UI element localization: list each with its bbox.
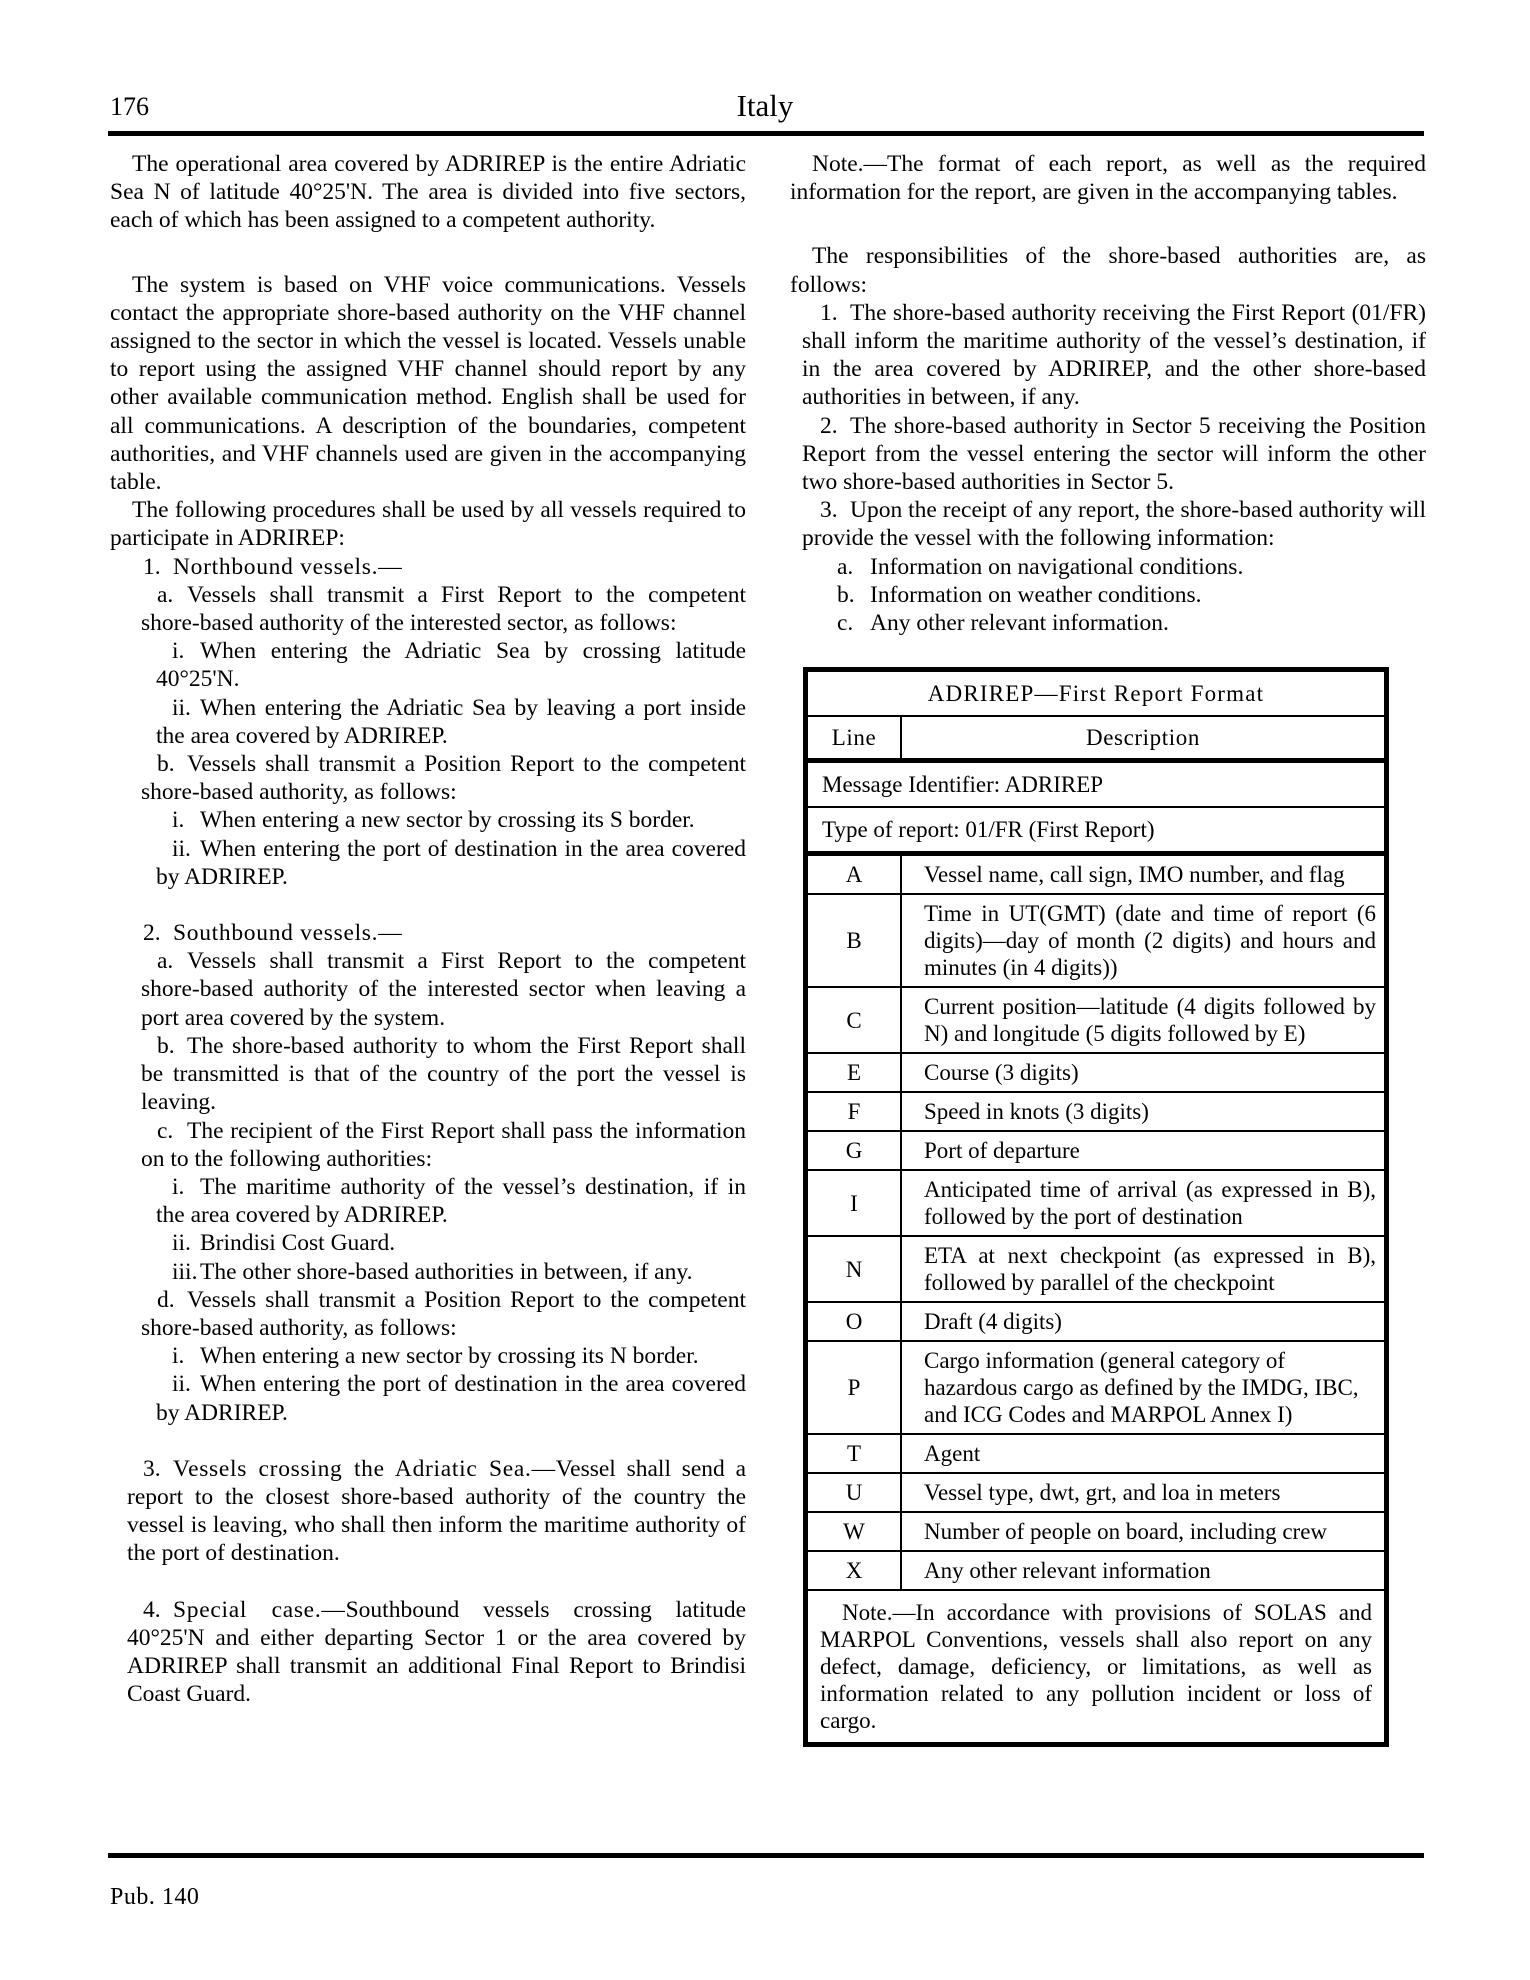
item-lead: Northbound vessels.—	[173, 553, 403, 580]
list-item	[110, 1370, 746, 1426]
item-text: Vessels shall transmit a Position Report to the competent shore-based authority, as follows:	[141, 751, 746, 806]
table-meta-row	[806, 761, 1387, 808]
list-marker: i.	[172, 638, 185, 665]
line-cell: N	[806, 1236, 902, 1302]
page-body	[110, 150, 1426, 1747]
line-cell: T	[806, 1434, 902, 1473]
list-marker: ii.	[172, 1371, 191, 1398]
list-item-special-case	[110, 1596, 746, 1709]
column-header-description: Description	[901, 716, 1387, 761]
list-item	[110, 1258, 746, 1286]
description-cell: Current position—latitude (4 digits followed by N) and longitude (5 digits followed by E)	[901, 987, 1387, 1053]
line-cell: I	[806, 1170, 902, 1236]
line-cell: A	[806, 854, 902, 895]
table-row	[806, 1341, 1387, 1434]
description-cell: Any other relevant information	[901, 1551, 1387, 1590]
footer-rule	[108, 1853, 1424, 1858]
line-cell: E	[806, 1053, 902, 1092]
table-row	[806, 1473, 1387, 1512]
table-row	[806, 854, 1387, 895]
item-lead: Special case.—	[173, 1596, 346, 1623]
description-cell: Cargo information (general category of hazardous cargo as defined by the IMDG, IBC, and ICG Codes and MARPOL Annex I)	[901, 1341, 1387, 1434]
table-title: ADRIREP—First Report Format	[806, 670, 1387, 717]
item-text: The shore-based authority in Sector 5 receiving the Position Report from the vessel entering the sector will inform the other two shore-based authorities in Sector 5.	[802, 412, 1426, 496]
table-row	[806, 1434, 1387, 1473]
list-item	[790, 553, 1426, 581]
list-marker: 2.	[820, 412, 838, 439]
item-text: Upon the receipt of any report, the shore-based authority will provide the vessel with the following information:	[802, 497, 1426, 552]
table-title-row	[806, 670, 1387, 717]
table-note: Note.—In accordance with provisions of SOLAS and MARPOL Conventions, vessels shall also report on any defect, damage, deficiency, or limitations, as well as information related to any pollution incident or loss of cargo.	[806, 1590, 1387, 1745]
list-marker: 1.	[820, 299, 838, 326]
list-item	[110, 1032, 746, 1117]
list-item-northbound	[110, 553, 746, 581]
list-item	[110, 835, 746, 891]
item-text: Southbound vessels crossing latitude 40°25'N and either departing Sector 1 or the area covered by ADRIREP shall transmit an additional Final Report to Brindisi Coast Guard.	[127, 1596, 746, 1708]
list-marker: c.	[157, 1117, 174, 1144]
note-paragraph: Note.—The format of each report, as well as the required information for the report, are given in the accompanying tables.	[790, 151, 1426, 206]
list-item-crossing	[110, 1455, 746, 1568]
line-cell: G	[806, 1131, 902, 1170]
list-item	[110, 637, 746, 693]
description-cell: Port of departure	[901, 1131, 1387, 1170]
line-cell: C	[806, 987, 902, 1053]
item-text: Vessels shall transmit a First Report to the competent shore-based authority of the interested sector when leaving a port area covered by the system.	[141, 948, 746, 1031]
table-row	[806, 1551, 1387, 1590]
list-marker: b.	[157, 751, 175, 778]
list-item	[790, 412, 1426, 497]
table-row	[806, 1092, 1387, 1131]
list-marker: i.	[172, 807, 185, 834]
report-type: Type of report: 01/FR (First Report)	[806, 807, 1387, 854]
item-lead: Vessels crossing the Adriatic Sea.—	[173, 1455, 556, 1482]
item-text: Vessels shall transmit a First Report to the competent shore-based authority of the interested sector, as follows:	[141, 581, 746, 637]
item-text: Information on navigational conditions.	[870, 553, 1244, 580]
column-header-line: Line	[806, 716, 902, 761]
item-text: The recipient of the First Report shall pass the information on to the following authorities:	[141, 1117, 746, 1172]
page-title: Italy	[736, 88, 794, 123]
list-item	[110, 947, 746, 1032]
message-identifier: Message Identifier: ADRIREP	[806, 761, 1387, 808]
item-text: When entering the port of destination in the area covered by ADRIREP.	[156, 1371, 746, 1426]
list-marker: i.	[172, 1173, 185, 1200]
list-marker: i.	[172, 1343, 185, 1370]
page-number: 176	[110, 92, 149, 121]
list-marker: c.	[837, 610, 854, 637]
left-column	[110, 150, 746, 1747]
list-marker: ii.	[172, 835, 191, 862]
line-cell: F	[806, 1092, 902, 1131]
list-item	[110, 1117, 746, 1173]
table-row	[806, 1512, 1387, 1551]
item-text: The other shore-based authorities in between, if any.	[200, 1258, 693, 1285]
first-report-format-table	[803, 667, 1389, 1747]
description-cell: Agent	[901, 1434, 1387, 1473]
line-cell: W	[806, 1512, 902, 1551]
list-marker: b.	[837, 581, 855, 608]
line-cell: P	[806, 1341, 902, 1434]
line-cell: B	[806, 894, 902, 987]
paragraph: The operational area covered by ADRIREP is the entire Adriatic Sea N of latitude 40°25'N. The area is divided into five sectors, each of which has been assigned to a competent authority.	[110, 151, 746, 234]
table-row	[806, 1302, 1387, 1341]
list-item	[790, 496, 1426, 552]
paragraph: The following procedures shall be used by all vessels required to participate in ADRIREP:	[110, 497, 746, 552]
list-marker: a.	[837, 553, 854, 580]
description-cell: Vessel type, dwt, grt, and loa in meters	[901, 1473, 1387, 1512]
description-cell: Draft (4 digits)	[901, 1302, 1387, 1341]
table-row	[806, 1170, 1387, 1236]
item-text: Any other relevant information.	[870, 610, 1169, 637]
list-marker: d.	[157, 1286, 175, 1313]
list-marker: b.	[157, 1032, 175, 1059]
list-marker: 1.	[143, 553, 161, 580]
list-item	[790, 299, 1426, 412]
list-marker: 2.	[143, 920, 161, 947]
item-text: When entering a new sector by crossing its N border.	[200, 1343, 699, 1370]
description-cell: Course (3 digits)	[901, 1053, 1387, 1092]
list-item	[110, 1229, 746, 1257]
list-marker: 3.	[143, 1455, 161, 1482]
item-text: When entering the port of destination in the area covered by ADRIREP.	[156, 835, 746, 890]
table-row	[806, 894, 1387, 987]
list-item	[110, 694, 746, 750]
item-text: The shore-based authority to whom the First Report shall be transmitted is that of the country of the port the vessel is leaving.	[141, 1032, 746, 1116]
item-text: Vessels shall transmit a Position Report to the competent shore-based authority, as follows:	[141, 1286, 746, 1341]
table-row	[806, 1053, 1387, 1092]
line-cell: X	[806, 1551, 902, 1590]
list-item	[110, 1286, 746, 1342]
paragraph: The responsibilities of the shore-based authorities are, as follows:	[790, 243, 1426, 298]
description-cell: Speed in knots (3 digits)	[901, 1092, 1387, 1131]
list-item	[110, 1173, 746, 1229]
item-text: When entering a new sector by crossing its S border.	[200, 807, 695, 834]
item-text: The shore-based authority receiving the First Report (01/FR) shall inform the maritime authority of the vessel’s destination, if in the area covered by ADRIREP, and the other shore-based authorities in between, if any.	[802, 299, 1426, 411]
table-note-row	[806, 1590, 1387, 1745]
list-item	[790, 609, 1426, 637]
header-rule	[108, 131, 1424, 136]
item-text: When entering the Adriatic Sea by leaving a port inside the area covered by ADRIREP.	[156, 694, 746, 749]
list-item-southbound	[110, 919, 746, 947]
list-marker: a.	[157, 948, 174, 975]
table-header-row	[806, 716, 1387, 761]
list-item	[790, 581, 1426, 609]
item-text: Brindisi Cost Guard.	[200, 1230, 396, 1257]
description-cell: Vessel name, call sign, IMO number, and flag	[901, 854, 1387, 895]
description-cell: Anticipated time of arrival (as expressed in B), followed by the port of destination	[901, 1170, 1387, 1236]
list-marker: ii.	[172, 1230, 191, 1257]
list-item	[110, 750, 746, 806]
list-marker: 4.	[143, 1596, 161, 1623]
table-row	[806, 1236, 1387, 1302]
item-text: Vessel shall send a report to the closest shore-based authority of the country the vessel is leaving, who shall then inform the maritime authority of the port of destination.	[127, 1455, 747, 1567]
right-column	[790, 150, 1426, 1747]
item-text: Information on weather conditions.	[870, 581, 1202, 608]
table-row	[806, 987, 1387, 1053]
paragraph: The system is based on VHF voice communications. Vessels contact the appropriate shore-based authority on the VHF channel assigned to the sector in which the vessel is located. Vessels unable to report using the assigned VHF channel should report by any other available communication method. English shall be used for all communications. A description of the boundaries, competent authorities, and VHF channels used are given in the accompanying table.	[110, 271, 746, 496]
line-cell: U	[806, 1473, 902, 1512]
description-cell: Number of people on board, including crew	[901, 1512, 1387, 1551]
publication-number: Pub. 140	[110, 1884, 200, 1910]
list-item	[110, 806, 746, 834]
list-marker: a.	[157, 581, 174, 608]
item-text: When entering the Adriatic Sea by crossing latitude 40°25'N.	[156, 638, 746, 693]
table-meta-row	[806, 807, 1387, 854]
list-marker: iii.	[172, 1258, 198, 1285]
item-text: The maritime authority of the vessel’s destination, if in the area covered by ADRIREP.	[156, 1173, 746, 1229]
table-row	[806, 1131, 1387, 1170]
line-cell: O	[806, 1302, 902, 1341]
item-lead: Southbound vessels.—	[173, 920, 403, 947]
list-item	[110, 581, 746, 637]
list-marker: 3.	[820, 497, 838, 524]
description-cell: Time in UT(GMT) (date and time of report (6 digits)—day of month (2 digits) and hours and minutes (in 4 digits))	[901, 894, 1387, 987]
description-cell: ETA at next checkpoint (as expressed in B), followed by parallel of the checkpoint	[901, 1236, 1387, 1302]
list-marker: ii.	[172, 694, 191, 721]
list-item	[110, 1342, 746, 1370]
